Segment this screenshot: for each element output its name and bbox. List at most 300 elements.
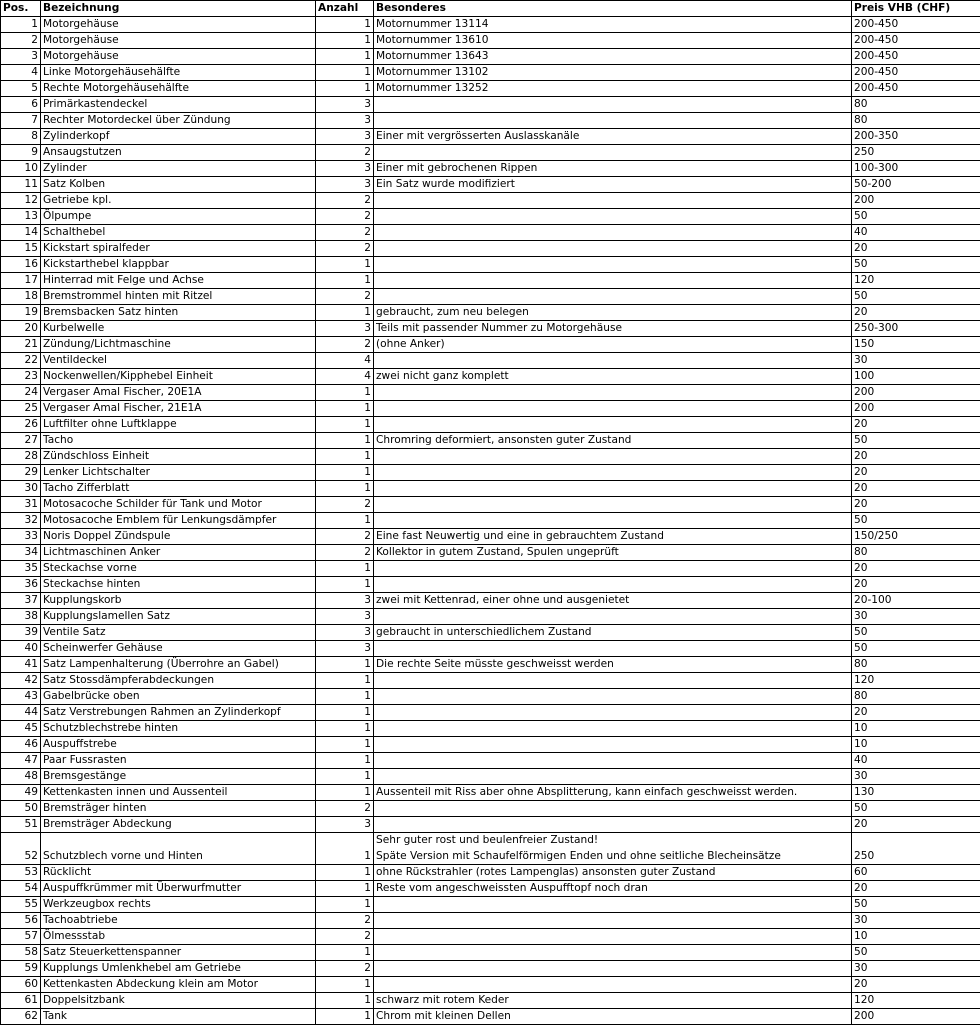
cell-note <box>374 241 852 257</box>
cell-name: Satz Lampenhalterung (Überrohre an Gabel) <box>41 657 316 673</box>
table-row <box>1 65 980 81</box>
cell-price: 250-300 <box>852 321 980 337</box>
cell-note: Chrom mit kleinen Dellen <box>374 1009 852 1025</box>
table-row <box>1 993 980 1009</box>
table-row <box>1 273 980 289</box>
cell-name: Satz Kolben <box>41 177 316 193</box>
table-row <box>1 609 980 625</box>
cell-note <box>374 897 852 913</box>
cell-pos: 20 <box>1 321 41 337</box>
cell-name: Bremsgestänge <box>41 769 316 785</box>
cell-qty: 1 <box>316 721 374 737</box>
cell-qty: 1 <box>316 897 374 913</box>
cell-qty: 2 <box>316 961 374 977</box>
table-row <box>1 417 980 433</box>
cell-price: 20 <box>852 465 980 481</box>
header-note: Besonderes <box>374 1 852 17</box>
cell-note: (ohne Anker) <box>374 337 852 353</box>
cell-qty: 1 <box>316 33 374 49</box>
table-row <box>1 465 980 481</box>
cell-name: Bremstrommel hinten mit Ritzel <box>41 289 316 305</box>
cell-note <box>374 737 852 753</box>
cell-note: Motornummer 13252 <box>374 81 852 97</box>
table-body <box>1 17 980 1025</box>
table-row <box>1 961 980 977</box>
cell-pos: 22 <box>1 353 41 369</box>
cell-pos: 48 <box>1 769 41 785</box>
cell-name: Ölpumpe <box>41 209 316 225</box>
cell-name: Hinterrad mit Felge und Achse <box>41 273 316 289</box>
cell-pos: 1 <box>1 17 41 33</box>
cell-qty: 3 <box>316 129 374 145</box>
cell-note <box>374 913 852 929</box>
cell-note <box>374 513 852 529</box>
cell-pos: 50 <box>1 801 41 817</box>
cell-name: Paar Fussrasten <box>41 753 316 769</box>
table-row <box>1 177 980 193</box>
cell-price: 20 <box>852 417 980 433</box>
table-row <box>1 321 980 337</box>
cell-qty: 1 <box>316 481 374 497</box>
cell-name: Luftfilter ohne Luftklappe <box>41 417 316 433</box>
cell-qty: 1 <box>316 17 374 33</box>
cell-name: Gabelbrücke oben <box>41 689 316 705</box>
cell-pos: 44 <box>1 705 41 721</box>
cell-price: 200-450 <box>852 49 980 65</box>
cell-note: ohne Rückstrahler (rotes Lampenglas) ansonsten guter Zustand <box>374 865 852 881</box>
cell-note <box>374 945 852 961</box>
table-row <box>1 705 980 721</box>
cell-name: Ventile Satz <box>41 625 316 641</box>
table-row <box>1 513 980 529</box>
cell-name: Zündung/Lichtmaschine <box>41 337 316 353</box>
cell-name: Motosacoche Emblem für Lenkungsdämpfer <box>41 513 316 529</box>
table-row <box>1 1009 980 1025</box>
cell-pos: 12 <box>1 193 41 209</box>
cell-note: Sehr guter rost und beulenfreier Zustand! Späte Version mit Schaufelförmigen Enden und ohne seitliche Blecheinsätze <box>374 833 852 865</box>
cell-qty: 3 <box>316 161 374 177</box>
cell-note: Teils mit passender Nummer zu Motorgehäuse <box>374 321 852 337</box>
table-row <box>1 945 980 961</box>
cell-price: 20 <box>852 481 980 497</box>
cell-price: 30 <box>852 609 980 625</box>
table-row <box>1 33 980 49</box>
cell-price: 130 <box>852 785 980 801</box>
cell-qty: 1 <box>316 257 374 273</box>
cell-pos: 4 <box>1 65 41 81</box>
cell-qty: 1 <box>316 657 374 673</box>
cell-note <box>374 577 852 593</box>
cell-pos: 26 <box>1 417 41 433</box>
cell-qty: 3 <box>316 593 374 609</box>
cell-qty: 3 <box>316 609 374 625</box>
cell-price: 200 <box>852 193 980 209</box>
cell-qty: 1 <box>316 993 374 1009</box>
cell-qty: 3 <box>316 625 374 641</box>
cell-price: 50 <box>852 433 980 449</box>
cell-name: Motorgehäuse <box>41 17 316 33</box>
header-row <box>1 1 980 17</box>
table-row <box>1 305 980 321</box>
cell-pos: 33 <box>1 529 41 545</box>
cell-pos: 29 <box>1 465 41 481</box>
cell-qty: 1 <box>316 705 374 721</box>
cell-pos: 17 <box>1 273 41 289</box>
cell-note <box>374 689 852 705</box>
table-row <box>1 49 980 65</box>
cell-price: 10 <box>852 737 980 753</box>
header-name: Bezeichnung <box>41 1 316 17</box>
cell-name: Ventildeckel <box>41 353 316 369</box>
cell-price: 150/250 <box>852 529 980 545</box>
cell-name: Kettenkasten innen und Aussenteil <box>41 785 316 801</box>
cell-qty: 1 <box>316 273 374 289</box>
cell-pos: 31 <box>1 497 41 513</box>
cell-pos: 10 <box>1 161 41 177</box>
cell-note <box>374 929 852 945</box>
cell-pos: 56 <box>1 913 41 929</box>
cell-pos: 16 <box>1 257 41 273</box>
cell-note: Motornummer 13643 <box>374 49 852 65</box>
cell-qty: 2 <box>316 497 374 513</box>
cell-qty: 2 <box>316 193 374 209</box>
cell-pos: 34 <box>1 545 41 561</box>
cell-pos: 62 <box>1 1009 41 1025</box>
cell-qty: 1 <box>316 305 374 321</box>
cell-qty: 3 <box>316 177 374 193</box>
cell-name: Tank <box>41 1009 316 1025</box>
cell-note: schwarz mit rotem Keder <box>374 993 852 1009</box>
cell-qty: 2 <box>316 289 374 305</box>
cell-name: Kettenkasten Abdeckung klein am Motor <box>41 977 316 993</box>
cell-pos: 18 <box>1 289 41 305</box>
cell-pos: 61 <box>1 993 41 1009</box>
cell-name: Bremsbacken Satz hinten <box>41 305 316 321</box>
cell-name: Kurbelwelle <box>41 321 316 337</box>
cell-pos: 52 <box>1 833 41 865</box>
table-row <box>1 353 980 369</box>
cell-note <box>374 449 852 465</box>
cell-pos: 13 <box>1 209 41 225</box>
cell-pos: 43 <box>1 689 41 705</box>
cell-pos: 37 <box>1 593 41 609</box>
cell-pos: 49 <box>1 785 41 801</box>
cell-name: Getriebe kpl. <box>41 193 316 209</box>
cell-name: Steckachse hinten <box>41 577 316 593</box>
cell-note <box>374 497 852 513</box>
cell-note <box>374 961 852 977</box>
cell-price: 50-200 <box>852 177 980 193</box>
cell-name: Tacho Zifferblatt <box>41 481 316 497</box>
cell-note: Motornummer 13102 <box>374 65 852 81</box>
cell-note <box>374 801 852 817</box>
cell-pos: 7 <box>1 113 41 129</box>
cell-pos: 9 <box>1 145 41 161</box>
cell-price: 50 <box>852 209 980 225</box>
table-row <box>1 689 980 705</box>
cell-pos: 23 <box>1 369 41 385</box>
cell-qty: 2 <box>316 241 374 257</box>
table-row <box>1 657 980 673</box>
cell-pos: 47 <box>1 753 41 769</box>
cell-qty: 2 <box>316 209 374 225</box>
cell-note: Chromring deformiert, ansonsten guter Zustand <box>374 433 852 449</box>
table-row <box>1 497 980 513</box>
cell-note <box>374 769 852 785</box>
cell-qty: 3 <box>316 97 374 113</box>
table-row <box>1 929 980 945</box>
cell-price: 50 <box>852 289 980 305</box>
cell-pos: 45 <box>1 721 41 737</box>
table-row <box>1 545 980 561</box>
cell-note <box>374 385 852 401</box>
cell-qty: 1 <box>316 1009 374 1025</box>
cell-note <box>374 417 852 433</box>
cell-pos: 58 <box>1 945 41 961</box>
cell-pos: 60 <box>1 977 41 993</box>
cell-name: Ansaugstutzen <box>41 145 316 161</box>
cell-name: Nockenwellen/Kipphebel Einheit <box>41 369 316 385</box>
cell-name: Schutzblechstrebe hinten <box>41 721 316 737</box>
cell-note <box>374 721 852 737</box>
cell-note: Motornummer 13114 <box>374 17 852 33</box>
cell-pos: 6 <box>1 97 41 113</box>
cell-name: Kupplungs Umlenkhebel am Getriebe <box>41 961 316 977</box>
cell-note <box>374 673 852 689</box>
cell-note <box>374 753 852 769</box>
cell-pos: 46 <box>1 737 41 753</box>
cell-pos: 32 <box>1 513 41 529</box>
cell-price: 50 <box>852 801 980 817</box>
cell-price: 200 <box>852 401 980 417</box>
cell-note <box>374 97 852 113</box>
cell-note <box>374 817 852 833</box>
table-row <box>1 129 980 145</box>
cell-pos: 55 <box>1 897 41 913</box>
cell-name: Scheinwerfer Gehäuse <box>41 641 316 657</box>
cell-pos: 53 <box>1 865 41 881</box>
cell-price: 40 <box>852 753 980 769</box>
cell-price: 20 <box>852 561 980 577</box>
cell-note: Die rechte Seite müsste geschweisst werden <box>374 657 852 673</box>
cell-name: Vergaser Amal Fischer, 20E1A <box>41 385 316 401</box>
cell-pos: 54 <box>1 881 41 897</box>
cell-price: 20 <box>852 305 980 321</box>
table-row <box>1 561 980 577</box>
cell-price: 150 <box>852 337 980 353</box>
cell-note: Eine fast Neuwertig und eine in gebrauchtem Zustand <box>374 529 852 545</box>
cell-name: Vergaser Amal Fischer, 21E1A <box>41 401 316 417</box>
cell-qty: 1 <box>316 673 374 689</box>
table-row <box>1 817 980 833</box>
cell-name: Lichtmaschinen Anker <box>41 545 316 561</box>
table-row <box>1 209 980 225</box>
cell-name: Satz Steuerkettenspanner <box>41 945 316 961</box>
cell-note: Kollektor in gutem Zustand, Spulen ungeprüft <box>374 545 852 561</box>
cell-name: Satz Verstrebungen Rahmen an Zylinderkopf <box>41 705 316 721</box>
cell-note <box>374 113 852 129</box>
cell-price: 120 <box>852 993 980 1009</box>
cell-name: Kickstart spiralfeder <box>41 241 316 257</box>
cell-name: Zylinderkopf <box>41 129 316 145</box>
cell-name: Motorgehäuse <box>41 49 316 65</box>
table-row <box>1 385 980 401</box>
cell-name: Auspuffstrebe <box>41 737 316 753</box>
cell-qty: 1 <box>316 433 374 449</box>
cell-pos: 15 <box>1 241 41 257</box>
cell-name: Linke Motorgehäusehälfte <box>41 65 316 81</box>
cell-note <box>374 609 852 625</box>
cell-name: Auspuffkrümmer mit Überwurfmutter <box>41 881 316 897</box>
cell-price: 20 <box>852 497 980 513</box>
cell-qty: 2 <box>316 929 374 945</box>
cell-pos: 21 <box>1 337 41 353</box>
cell-name: Schutzblech vorne und Hinten <box>41 833 316 865</box>
cell-price: 20 <box>852 577 980 593</box>
cell-price: 60 <box>852 865 980 881</box>
cell-price: 50 <box>852 257 980 273</box>
cell-name: Zylinder <box>41 161 316 177</box>
cell-note <box>374 401 852 417</box>
cell-name: Primärkastendeckel <box>41 97 316 113</box>
cell-name: Kickstarthebel klappbar <box>41 257 316 273</box>
cell-qty: 2 <box>316 529 374 545</box>
cell-name: Rechter Motordeckel über Zündung <box>41 113 316 129</box>
table-row <box>1 593 980 609</box>
cell-qty: 1 <box>316 465 374 481</box>
cell-qty: 3 <box>316 321 374 337</box>
cell-qty: 2 <box>316 545 374 561</box>
cell-price: 40 <box>852 225 980 241</box>
table-row <box>1 17 980 33</box>
cell-pos: 28 <box>1 449 41 465</box>
cell-pos: 57 <box>1 929 41 945</box>
cell-note <box>374 225 852 241</box>
table-row <box>1 449 980 465</box>
cell-price: 200-350 <box>852 129 980 145</box>
cell-price: 10 <box>852 929 980 945</box>
cell-price: 20 <box>852 881 980 897</box>
cell-qty: 2 <box>316 145 374 161</box>
cell-price: 30 <box>852 353 980 369</box>
cell-price: 50 <box>852 897 980 913</box>
cell-note: zwei nicht ganz komplett <box>374 369 852 385</box>
cell-price: 20 <box>852 817 980 833</box>
cell-price: 20 <box>852 705 980 721</box>
cell-note <box>374 193 852 209</box>
cell-price: 250 <box>852 145 980 161</box>
table-row <box>1 865 980 881</box>
cell-qty: 3 <box>316 641 374 657</box>
cell-price: 80 <box>852 657 980 673</box>
cell-price: 20-100 <box>852 593 980 609</box>
cell-price: 30 <box>852 913 980 929</box>
table-row <box>1 577 980 593</box>
cell-qty: 1 <box>316 865 374 881</box>
table-row <box>1 881 980 897</box>
cell-price: 200-450 <box>852 81 980 97</box>
cell-pos: 41 <box>1 657 41 673</box>
cell-qty: 2 <box>316 337 374 353</box>
cell-note <box>374 353 852 369</box>
table-row <box>1 81 980 97</box>
cell-price: 200-450 <box>852 17 980 33</box>
cell-price: 50 <box>852 625 980 641</box>
cell-price: 30 <box>852 769 980 785</box>
header-pos: Pos. <box>1 1 41 17</box>
cell-pos: 42 <box>1 673 41 689</box>
table-row <box>1 625 980 641</box>
cell-pos: 30 <box>1 481 41 497</box>
cell-qty: 1 <box>316 401 374 417</box>
cell-qty: 1 <box>316 513 374 529</box>
cell-qty: 1 <box>316 561 374 577</box>
cell-name: Werkzeugbox rechts <box>41 897 316 913</box>
table-row <box>1 113 980 129</box>
cell-price: 50 <box>852 513 980 529</box>
table-row <box>1 257 980 273</box>
cell-note: Einer mit vergrösserten Auslasskanäle <box>374 129 852 145</box>
table-row <box>1 337 980 353</box>
cell-price: 250 <box>852 833 980 865</box>
cell-price: 20 <box>852 449 980 465</box>
cell-qty: 1 <box>316 417 374 433</box>
table-row <box>1 481 980 497</box>
table-row <box>1 97 980 113</box>
cell-name: Tachoabtriebe <box>41 913 316 929</box>
cell-price: 80 <box>852 545 980 561</box>
cell-pos: 11 <box>1 177 41 193</box>
table-row <box>1 433 980 449</box>
cell-note: gebraucht, zum neu belegen <box>374 305 852 321</box>
cell-note: Aussenteil mit Riss aber ohne Absplitterung, kann einfach geschweisst werden. <box>374 785 852 801</box>
cell-price: 80 <box>852 689 980 705</box>
cell-name: Noris Doppel Zündspule <box>41 529 316 545</box>
table-row <box>1 833 980 865</box>
table-row <box>1 769 980 785</box>
cell-price: 100-300 <box>852 161 980 177</box>
table-row <box>1 161 980 177</box>
cell-pos: 8 <box>1 129 41 145</box>
table-row <box>1 401 980 417</box>
cell-name: Kupplungskorb <box>41 593 316 609</box>
table-row <box>1 785 980 801</box>
cell-qty: 3 <box>316 113 374 129</box>
cell-qty: 1 <box>316 449 374 465</box>
cell-note <box>374 561 852 577</box>
cell-qty: 1 <box>316 81 374 97</box>
table-row <box>1 737 980 753</box>
cell-qty: 1 <box>316 881 374 897</box>
cell-note <box>374 289 852 305</box>
table-row <box>1 289 980 305</box>
cell-name: Lenker Lichtschalter <box>41 465 316 481</box>
cell-price: 50 <box>852 945 980 961</box>
cell-name: Rechte Motorgehäusehälfte <box>41 81 316 97</box>
table-row <box>1 913 980 929</box>
table-row <box>1 145 980 161</box>
cell-price: 120 <box>852 273 980 289</box>
cell-pos: 35 <box>1 561 41 577</box>
cell-name: Motosacoche Schilder für Tank und Motor <box>41 497 316 513</box>
cell-price: 80 <box>852 113 980 129</box>
cell-name: Zündschloss Einheit <box>41 449 316 465</box>
table-row <box>1 753 980 769</box>
cell-pos: 24 <box>1 385 41 401</box>
cell-price: 120 <box>852 673 980 689</box>
cell-qty: 2 <box>316 225 374 241</box>
cell-qty: 1 <box>316 49 374 65</box>
